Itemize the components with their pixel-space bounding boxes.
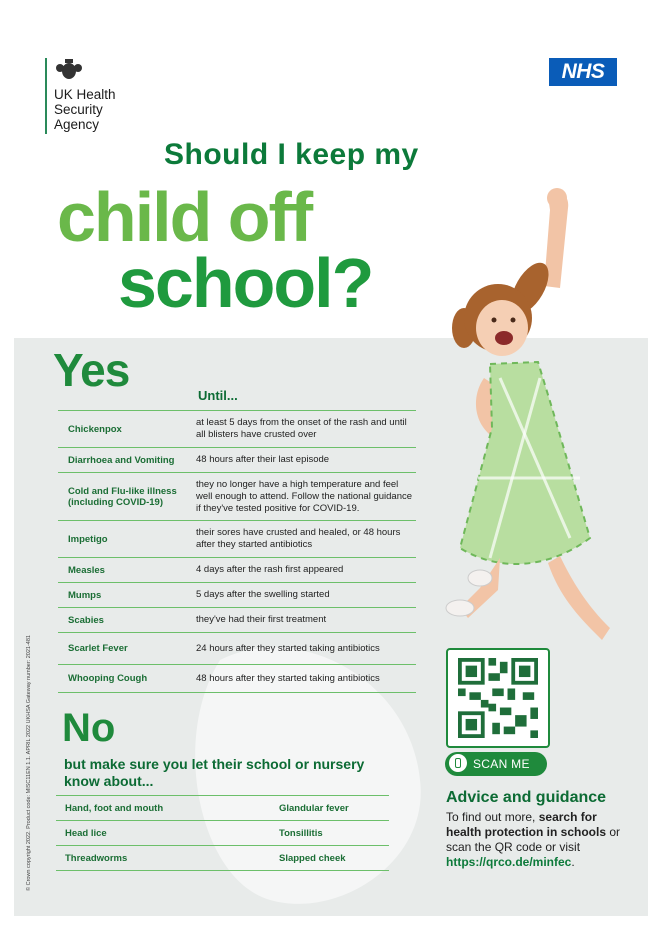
table-row: [58, 448, 416, 473]
until-text: their sores have crusted and healed, or 48 hours after they started antibiotics: [196, 521, 416, 558]
condition-name: Impetigo: [58, 521, 196, 558]
advice-text-bold: search for health protection in schools: [446, 810, 607, 839]
table-row: [58, 633, 416, 665]
condition-name: Whooping Cough: [58, 665, 196, 693]
table-row: [58, 411, 416, 448]
footer-code: © Crown copyright 2022. Product code: MISC11EN 1.1. APRIL 2022 UKHSA Gateway number: 2021-481: [26, 635, 32, 891]
table-row: [58, 521, 416, 558]
table-row: [58, 473, 416, 521]
yes-title: Yes: [53, 344, 130, 396]
table-row: [56, 846, 389, 871]
headline-line-3: school?: [118, 244, 373, 322]
until-text: they no longer have a high temperature and feel well enough to attend. Follow the national guidance if they've tested positive for COVID-19.: [196, 473, 416, 521]
agency-logo: [45, 58, 116, 134]
table-row: [58, 583, 416, 608]
until-text: at least 5 days from the onset of the rash and until all blisters have crusted over: [196, 411, 416, 448]
headline-line-2: child off: [57, 178, 312, 256]
until-text: 4 days after the rash first appeared: [196, 558, 416, 583]
no-table: [56, 795, 389, 871]
phone-icon: [449, 754, 467, 772]
condition-name: Threadworms: [56, 846, 270, 871]
table-row: [56, 821, 389, 846]
condition-name: Measles: [58, 558, 196, 583]
condition-name: Glandular fever: [270, 796, 389, 821]
condition-name: Slapped cheek: [270, 846, 389, 871]
condition-name: Diarrhoea and Vomiting: [58, 448, 196, 473]
until-text: 5 days after the swelling started: [196, 583, 416, 608]
advice-text-part: or scan the QR code or visit: [446, 825, 621, 854]
until-text: 24 hours after they started taking antibiotics: [196, 633, 416, 665]
until-text: they've had their first treatment: [196, 608, 416, 633]
table-row: [56, 796, 389, 821]
table-row: [58, 665, 416, 693]
advice-text: [446, 810, 626, 870]
table-row: [58, 608, 416, 633]
advice-text-part: .: [571, 855, 575, 869]
condition-name: Tonsillitis: [270, 821, 389, 846]
condition-name: Cold and Flu-like illness (including COVID-19): [58, 473, 196, 521]
scan-me-button[interactable]: [445, 752, 547, 776]
until-text: 48 hours after their last episode: [196, 448, 416, 473]
advice-link[interactable]: https://qrco.de/minfec: [446, 855, 572, 869]
scan-me-label: SCAN ME: [473, 757, 530, 771]
condition-name: Chickenpox: [58, 411, 196, 448]
royal-crest-icon: [54, 58, 84, 80]
nhs-logo: NHS: [549, 58, 617, 86]
condition-name: Head lice: [56, 821, 270, 846]
advice-text-part: To find out more,: [446, 810, 539, 824]
yes-table: [58, 410, 416, 693]
qr-code[interactable]: [446, 648, 550, 748]
condition-name: Mumps: [58, 583, 196, 608]
agency-name: UK Health Security Agency: [54, 87, 116, 132]
condition-name: Hand, foot and mouth: [56, 796, 270, 821]
no-subtitle: but make sure you let their school or nursery know about...: [64, 756, 365, 789]
headline-line-1: Should I keep my: [164, 138, 419, 171]
condition-name: Scabies: [58, 608, 196, 633]
jumping-girl-image: [420, 178, 620, 648]
table-row: [58, 558, 416, 583]
condition-name: Scarlet Fever: [58, 633, 196, 665]
until-header: Until...: [198, 388, 238, 403]
qr-code-icon: [457, 658, 539, 738]
no-title: No: [62, 706, 116, 750]
until-text: 48 hours after they started taking antibiotics: [196, 665, 416, 693]
advice-title: Advice and guidance: [446, 789, 607, 806]
